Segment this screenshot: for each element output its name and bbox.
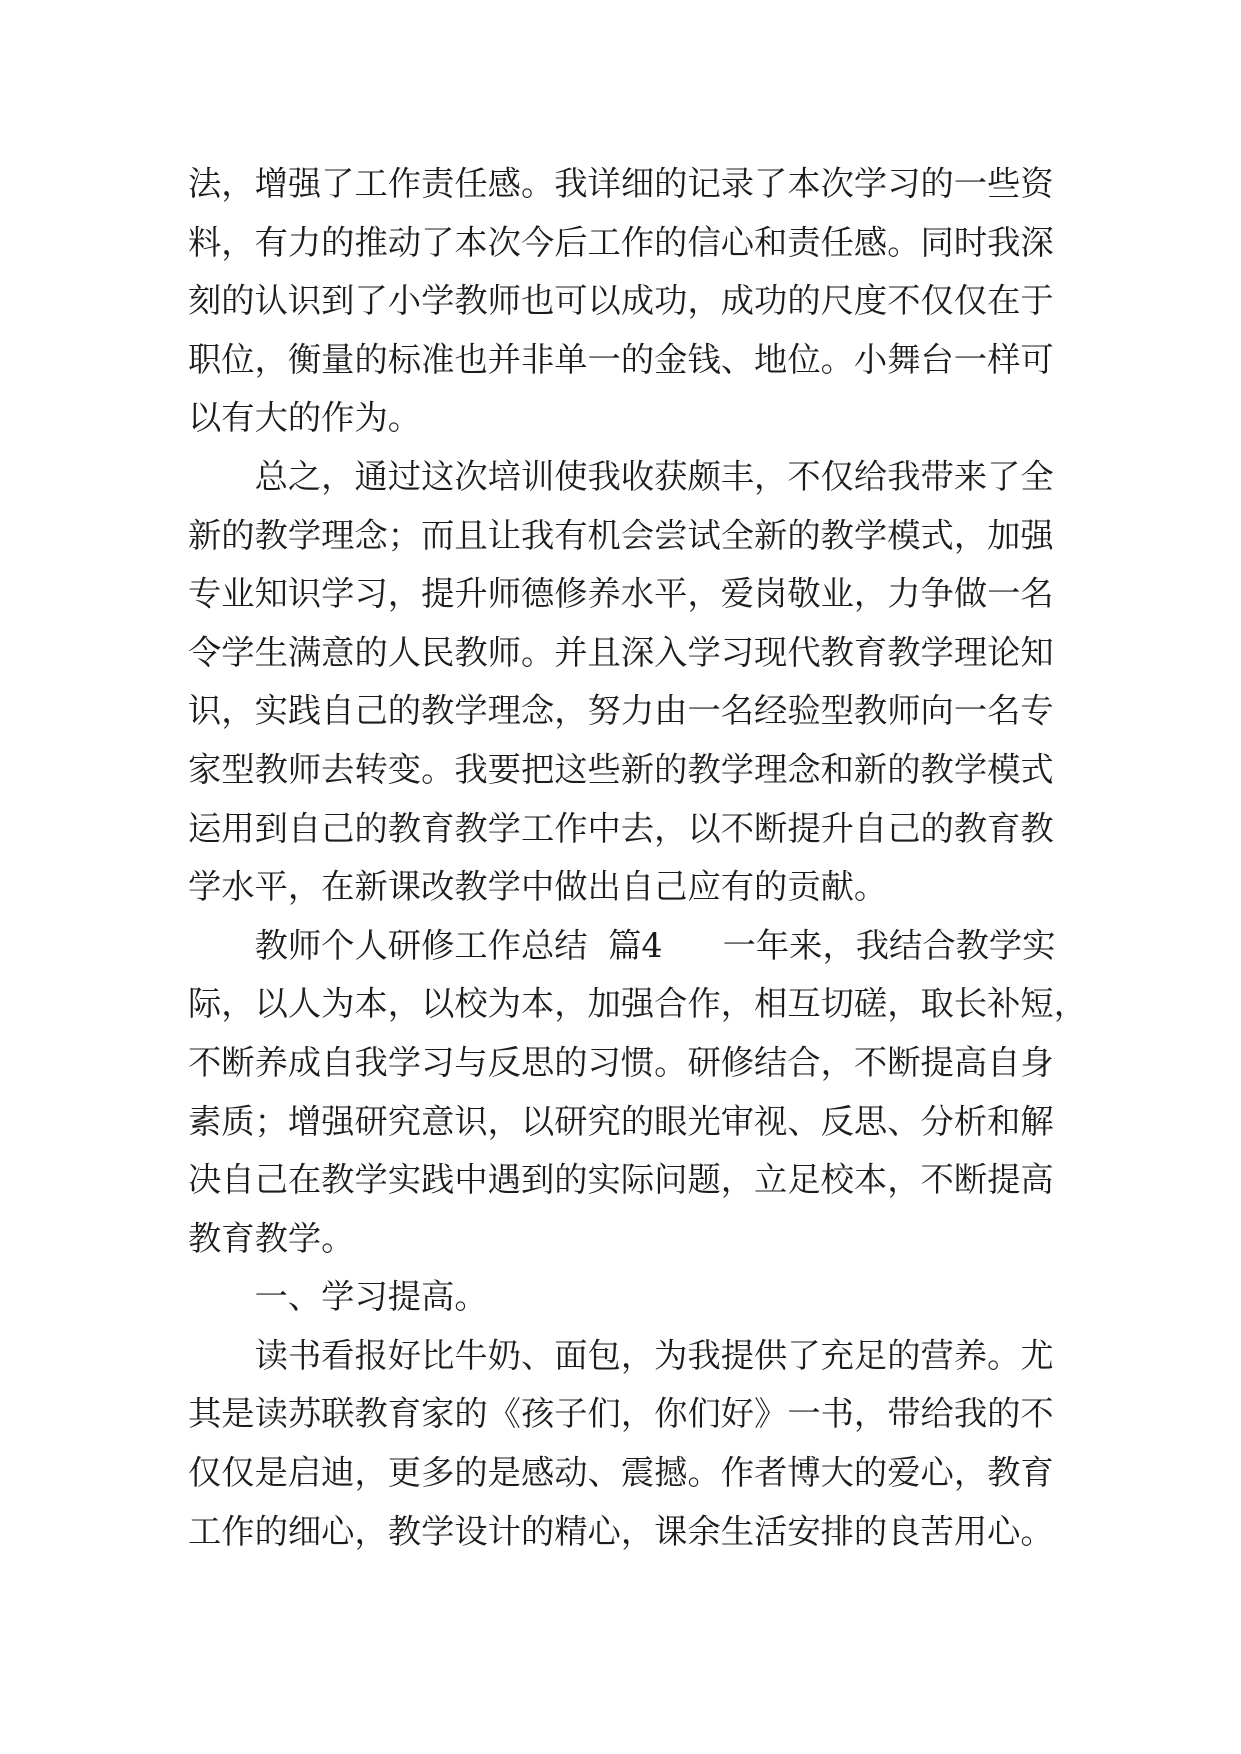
text-line: 际，以人为本，以校为本，加强合作，相互切磋，取长补短， bbox=[188, 984, 1088, 1024]
paragraph bbox=[188, 448, 1054, 917]
text-line: 决自己在教学实践中遇到的实际问题，立足校本，不断提高 bbox=[188, 1160, 1054, 1200]
text-line: 识，实践自己的教学理念，努力由一名经验型教师向一名专 bbox=[188, 691, 1054, 731]
text-line: 其是读苏联教育家的《孩子们，你们好》一书，带给我的不 bbox=[188, 1394, 1054, 1434]
document-body bbox=[188, 155, 1088, 1561]
text-line: 法，增强了工作责任感。我详细的记录了本次学习的一些资 bbox=[188, 164, 1054, 203]
text-line: 读书看报好比牛奶、面包，为我提供了充足的营养。尤 bbox=[254, 1335, 1054, 1375]
text-line: 令学生满意的人民教师。并且深入学习现代教育教学理论知 bbox=[188, 632, 1054, 672]
text-line: 总之，通过这次培训使我收获颇丰，不仅给我带来了全 bbox=[254, 456, 1054, 496]
paragraph bbox=[188, 155, 1054, 448]
text-line: 一年来，我结合教学实 bbox=[722, 925, 1056, 965]
section-heading: 教师个人研修工作总结 篇4 bbox=[254, 925, 663, 965]
text-line: 学水平，在新课改教学中做出自己应有的贡献。 bbox=[188, 867, 888, 907]
paragraph bbox=[188, 1268, 1054, 1327]
text-line: 仅仅是启迪，更多的是感动、震撼。作者博大的爱心，教育 bbox=[188, 1453, 1054, 1493]
text-line: 素质；增强研究意识，以研究的眼光审视、反思、分析和解 bbox=[188, 1101, 1054, 1141]
text-line: 职位，衡量的标准也并非单一的金钱、地位。小舞台一样可 bbox=[188, 339, 1054, 379]
text-line: 运用到自己的教育教学工作中去，以不断提升自己的教育教 bbox=[188, 808, 1054, 848]
text-line: 料，有力的推动了本次今后工作的信心和责任感。同时我深 bbox=[188, 222, 1054, 262]
paragraph bbox=[188, 1327, 1054, 1561]
heading-line bbox=[188, 917, 1054, 976]
text-line: 工作的细心，教学设计的精心，课余生活安排的良苦用心。 bbox=[188, 1511, 1054, 1551]
text-line: 教育教学。 bbox=[188, 1218, 355, 1258]
subsection-heading: 一、学习提高。 bbox=[254, 1277, 488, 1317]
text-line: 家型教师去转变。我要把这些新的教学理念和新的教学模式 bbox=[188, 749, 1054, 789]
paragraph bbox=[188, 917, 1088, 1269]
text-line: 新的教学理念；而且让我有机会尝试全新的教学模式，加强 bbox=[188, 515, 1054, 555]
text-line: 专业知识学习，提升师德修养水平，爱岗敬业，力争做一名 bbox=[188, 574, 1054, 614]
text-line: 刻的认识到了小学教师也可以成功，成功的尺度不仅仅在于 bbox=[188, 281, 1054, 321]
text-line: 以有大的作为。 bbox=[188, 398, 422, 438]
text-line: 不断养成自我学习与反思的习惯。研修结合，不断提高自身 bbox=[188, 1042, 1054, 1082]
